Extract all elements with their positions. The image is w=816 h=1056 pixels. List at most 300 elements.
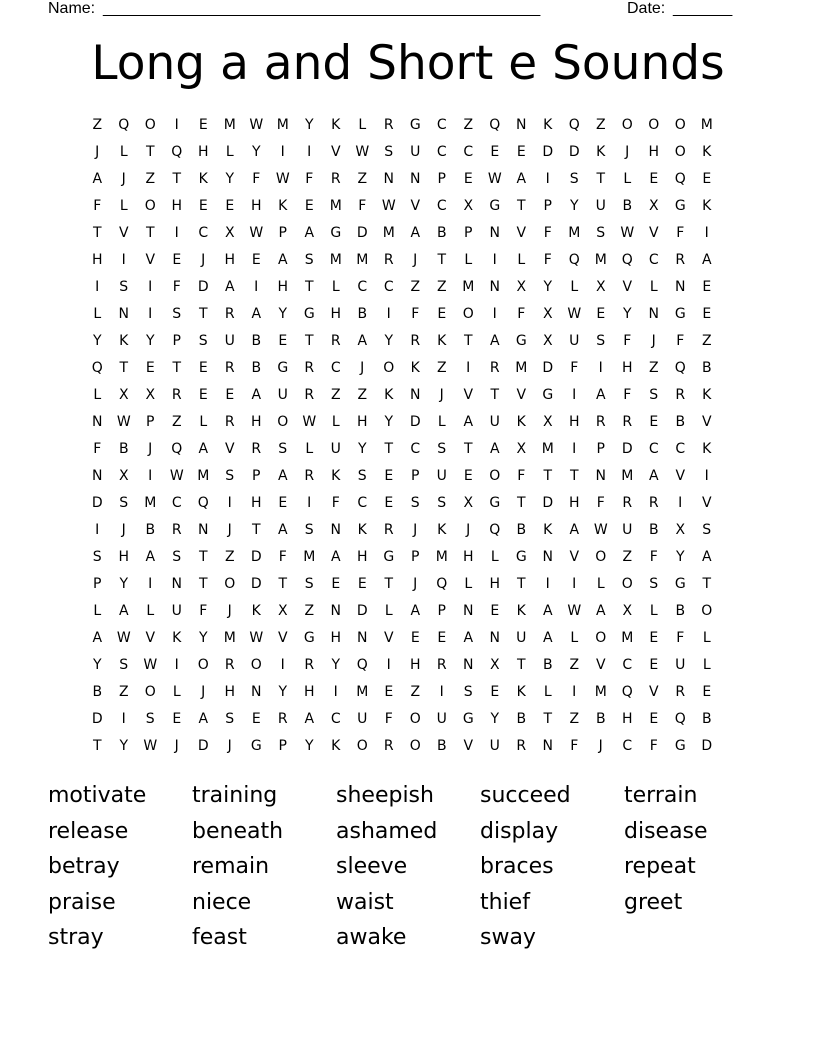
grid-letter[interactable]: F bbox=[172, 279, 181, 295]
grid-letter[interactable]: C bbox=[357, 495, 368, 511]
grid-letter[interactable]: T bbox=[145, 144, 155, 160]
grid-letter[interactable]: A bbox=[277, 468, 288, 484]
grid-letter[interactable]: F bbox=[596, 495, 605, 511]
grid-letter[interactable]: D bbox=[409, 414, 421, 430]
grid-letter[interactable]: D bbox=[568, 144, 580, 160]
grid-letter[interactable]: W bbox=[143, 657, 158, 673]
grid-letter[interactable]: I bbox=[95, 279, 100, 295]
grid-letter[interactable]: R bbox=[304, 657, 315, 673]
grid-letter[interactable]: M bbox=[594, 684, 607, 700]
grid-letter[interactable]: E bbox=[490, 684, 500, 700]
grid-letter[interactable]: P bbox=[278, 738, 287, 754]
grid-letter[interactable]: I bbox=[148, 279, 153, 295]
grid-letter[interactable]: F bbox=[411, 306, 420, 322]
grid-letter[interactable]: I bbox=[439, 684, 444, 700]
grid-letter[interactable]: Z bbox=[436, 360, 447, 376]
grid-letter[interactable]: Q bbox=[118, 117, 130, 133]
grid-letter[interactable]: E bbox=[596, 306, 606, 322]
grid-letter[interactable]: Z bbox=[410, 684, 421, 700]
grid-letter[interactable]: Y bbox=[331, 657, 341, 673]
grid-letter[interactable]: C bbox=[622, 738, 633, 754]
grid-letter[interactable]: F bbox=[570, 738, 579, 754]
grid-letter[interactable]: S bbox=[278, 441, 288, 457]
grid-letter[interactable]: O bbox=[462, 306, 474, 322]
grid-letter[interactable]: Z bbox=[410, 279, 421, 295]
grid-letter[interactable]: H bbox=[197, 144, 209, 160]
grid-letter[interactable]: E bbox=[331, 576, 341, 592]
grid-letter[interactable]: T bbox=[145, 225, 155, 241]
grid-letter[interactable]: I bbox=[254, 279, 259, 295]
grid-letter[interactable]: O bbox=[383, 360, 395, 376]
grid-letter[interactable]: E bbox=[198, 387, 208, 403]
grid-letter[interactable]: F bbox=[623, 333, 632, 349]
grid-letter[interactable]: R bbox=[516, 738, 527, 754]
grid-letter[interactable]: B bbox=[92, 684, 103, 700]
grid-letter[interactable]: W bbox=[143, 738, 158, 754]
grid-letter[interactable]: S bbox=[119, 279, 129, 295]
grid-letter[interactable]: A bbox=[251, 306, 262, 322]
grid-letter[interactable]: S bbox=[437, 441, 447, 457]
grid-letter[interactable]: U bbox=[569, 333, 580, 349]
grid-letter[interactable]: L bbox=[199, 414, 208, 430]
grid-letter[interactable]: H bbox=[224, 684, 236, 700]
grid-letter[interactable]: J bbox=[95, 144, 100, 160]
grid-letter[interactable]: O bbox=[621, 117, 633, 133]
grid-letter[interactable]: F bbox=[93, 441, 102, 457]
grid-letter[interactable]: G bbox=[409, 117, 421, 133]
grid-letter[interactable]: N bbox=[595, 468, 606, 484]
grid-letter[interactable]: N bbox=[489, 630, 500, 646]
grid-letter[interactable]: F bbox=[252, 171, 261, 187]
grid-letter[interactable]: W bbox=[620, 225, 635, 241]
grid-letter[interactable]: L bbox=[517, 252, 526, 268]
grid-letter[interactable]: K bbox=[410, 360, 420, 376]
grid-letter[interactable]: T bbox=[198, 306, 208, 322]
grid-letter[interactable]: F bbox=[676, 630, 685, 646]
grid-letter[interactable]: R bbox=[383, 252, 394, 268]
grid-letter[interactable]: B bbox=[675, 414, 686, 430]
grid-letter[interactable]: V bbox=[648, 684, 659, 700]
grid-letter[interactable]: S bbox=[119, 495, 129, 511]
grid-letter[interactable]: K bbox=[702, 441, 712, 457]
grid-letter[interactable]: L bbox=[437, 414, 446, 430]
grid-letter[interactable]: T bbox=[516, 657, 526, 673]
grid-letter[interactable]: Q bbox=[674, 711, 686, 727]
grid-letter[interactable]: S bbox=[225, 468, 235, 484]
grid-letter[interactable]: A bbox=[118, 603, 129, 619]
grid-letter[interactable]: A bbox=[463, 630, 474, 646]
grid-letter[interactable]: R bbox=[648, 495, 659, 511]
grid-letter[interactable]: D bbox=[197, 279, 209, 295]
grid-letter[interactable]: B bbox=[357, 306, 368, 322]
grid-letter[interactable]: C bbox=[171, 495, 182, 511]
grid-letter[interactable]: T bbox=[516, 495, 526, 511]
grid-letter[interactable]: J bbox=[201, 252, 206, 268]
grid-letter[interactable]: O bbox=[674, 144, 686, 160]
grid-letter[interactable]: R bbox=[304, 360, 315, 376]
grid-letter[interactable]: R bbox=[410, 333, 421, 349]
grid-letter[interactable]: M bbox=[329, 252, 342, 268]
grid-letter[interactable]: H bbox=[250, 495, 262, 511]
grid-letter[interactable]: E bbox=[649, 414, 659, 430]
grid-letter[interactable]: Y bbox=[278, 306, 288, 322]
grid-letter[interactable]: F bbox=[331, 495, 340, 511]
grid-letter[interactable]: O bbox=[197, 657, 209, 673]
grid-letter[interactable]: S bbox=[569, 171, 579, 187]
grid-letter[interactable]: O bbox=[250, 657, 262, 673]
grid-letter[interactable]: M bbox=[594, 252, 607, 268]
grid-letter[interactable]: R bbox=[171, 387, 182, 403]
grid-letter[interactable]: H bbox=[303, 684, 315, 700]
grid-letter[interactable]: K bbox=[543, 117, 553, 133]
grid-letter[interactable]: U bbox=[330, 441, 341, 457]
grid-letter[interactable]: N bbox=[463, 603, 474, 619]
grid-letter[interactable]: R bbox=[224, 306, 235, 322]
grid-letter[interactable]: K bbox=[596, 144, 606, 160]
grid-letter[interactable]: K bbox=[702, 387, 712, 403]
grid-letter[interactable]: S bbox=[596, 333, 606, 349]
grid-letter[interactable]: S bbox=[92, 549, 102, 565]
grid-letter[interactable]: N bbox=[542, 738, 553, 754]
grid-letter[interactable]: Y bbox=[198, 630, 208, 646]
grid-letter[interactable]: N bbox=[251, 684, 262, 700]
grid-letter[interactable]: R bbox=[383, 738, 394, 754]
grid-letter[interactable]: U bbox=[224, 333, 235, 349]
grid-letter[interactable]: A bbox=[277, 522, 288, 538]
grid-letter[interactable]: L bbox=[649, 279, 658, 295]
grid-letter[interactable]: G bbox=[542, 387, 554, 403]
grid-letter[interactable]: W bbox=[567, 306, 582, 322]
grid-letter[interactable]: E bbox=[702, 684, 712, 700]
grid-letter[interactable]: A bbox=[330, 549, 341, 565]
name-field[interactable]: ____________________________________________________ bbox=[103, 0, 540, 17]
grid-letter[interactable]: I bbox=[307, 144, 312, 160]
grid-letter[interactable]: W bbox=[487, 171, 502, 187]
grid-letter[interactable]: R bbox=[622, 495, 633, 511]
grid-letter[interactable]: H bbox=[356, 414, 368, 430]
grid-letter[interactable]: X bbox=[542, 306, 553, 322]
grid-letter[interactable]: L bbox=[570, 279, 579, 295]
grid-letter[interactable]: Z bbox=[357, 171, 368, 187]
grid-letter[interactable]: G bbox=[515, 549, 527, 565]
grid-letter[interactable]: L bbox=[490, 549, 499, 565]
grid-letter[interactable]: U bbox=[410, 144, 421, 160]
grid-letter[interactable]: U bbox=[622, 522, 633, 538]
grid-letter[interactable]: K bbox=[702, 144, 712, 160]
grid-letter[interactable]: E bbox=[490, 144, 500, 160]
grid-letter[interactable]: P bbox=[93, 576, 102, 592]
grid-letter[interactable]: T bbox=[172, 360, 182, 376]
grid-letter[interactable]: M bbox=[382, 225, 395, 241]
grid-letter[interactable]: G bbox=[674, 306, 686, 322]
grid-letter[interactable]: L bbox=[93, 603, 102, 619]
grid-letter[interactable]: Z bbox=[92, 117, 103, 133]
grid-letter[interactable]: T bbox=[198, 549, 208, 565]
grid-letter[interactable]: M bbox=[541, 441, 554, 457]
grid-letter[interactable]: E bbox=[437, 630, 447, 646]
grid-letter[interactable]: M bbox=[197, 468, 210, 484]
grid-letter[interactable]: E bbox=[198, 117, 208, 133]
grid-letter[interactable]: B bbox=[145, 522, 156, 538]
grid-letter[interactable]: N bbox=[92, 414, 103, 430]
grid-letter[interactable]: B bbox=[622, 198, 633, 214]
grid-letter[interactable]: Q bbox=[489, 522, 501, 538]
grid-letter[interactable]: B bbox=[701, 360, 712, 376]
grid-letter[interactable]: T bbox=[543, 711, 553, 727]
grid-letter[interactable]: Z bbox=[171, 414, 182, 430]
grid-letter[interactable]: H bbox=[568, 414, 580, 430]
grid-letter[interactable]: F bbox=[649, 549, 658, 565]
grid-letter[interactable]: E bbox=[384, 468, 394, 484]
grid-letter[interactable]: L bbox=[464, 576, 473, 592]
grid-letter[interactable]: J bbox=[413, 522, 418, 538]
grid-letter[interactable]: I bbox=[280, 144, 285, 160]
grid-letter[interactable]: T bbox=[92, 738, 102, 754]
grid-letter[interactable]: A bbox=[92, 171, 103, 187]
grid-letter[interactable]: Z bbox=[224, 549, 235, 565]
grid-letter[interactable]: T bbox=[437, 252, 447, 268]
grid-letter[interactable]: I bbox=[572, 576, 577, 592]
grid-letter[interactable]: E bbox=[463, 468, 473, 484]
grid-letter[interactable]: I bbox=[545, 171, 550, 187]
grid-letter[interactable]: S bbox=[437, 495, 447, 511]
grid-letter[interactable]: K bbox=[172, 630, 182, 646]
grid-letter[interactable]: A bbox=[145, 549, 156, 565]
grid-letter[interactable]: H bbox=[250, 414, 262, 430]
grid-letter[interactable]: T bbox=[304, 279, 314, 295]
grid-letter[interactable]: L bbox=[172, 684, 181, 700]
grid-letter[interactable]: R bbox=[489, 360, 500, 376]
grid-letter[interactable]: S bbox=[463, 684, 473, 700]
grid-letter[interactable]: E bbox=[649, 171, 659, 187]
grid-letter[interactable]: R bbox=[622, 414, 633, 430]
grid-letter[interactable]: N bbox=[383, 171, 394, 187]
grid-letter[interactable]: P bbox=[172, 333, 181, 349]
grid-letter[interactable]: W bbox=[169, 468, 184, 484]
grid-letter[interactable]: A bbox=[463, 414, 474, 430]
grid-letter[interactable]: S bbox=[145, 711, 155, 727]
grid-letter[interactable]: A bbox=[701, 252, 712, 268]
grid-letter[interactable]: T bbox=[463, 333, 473, 349]
grid-letter[interactable]: L bbox=[596, 576, 605, 592]
grid-letter[interactable]: T bbox=[596, 171, 606, 187]
grid-letter[interactable]: S bbox=[649, 576, 659, 592]
grid-letter[interactable]: W bbox=[381, 198, 396, 214]
grid-letter[interactable]: X bbox=[542, 333, 553, 349]
grid-letter[interactable]: G bbox=[489, 198, 501, 214]
grid-letter[interactable]: M bbox=[621, 630, 634, 646]
grid-letter[interactable]: E bbox=[437, 306, 447, 322]
grid-letter[interactable]: M bbox=[356, 252, 369, 268]
grid-letter[interactable]: K bbox=[437, 333, 447, 349]
grid-letter[interactable]: Z bbox=[569, 711, 580, 727]
grid-letter[interactable]: D bbox=[356, 225, 368, 241]
grid-letter[interactable]: O bbox=[356, 738, 368, 754]
grid-letter[interactable]: L bbox=[146, 603, 155, 619]
grid-letter[interactable]: K bbox=[516, 684, 526, 700]
grid-letter[interactable]: Y bbox=[357, 441, 367, 457]
grid-letter[interactable]: P bbox=[543, 198, 552, 214]
grid-letter[interactable]: E bbox=[278, 333, 288, 349]
grid-letter[interactable]: O bbox=[409, 738, 421, 754]
grid-letter[interactable]: C bbox=[383, 279, 394, 295]
grid-letter[interactable]: L bbox=[331, 414, 340, 430]
grid-letter[interactable]: S bbox=[649, 387, 659, 403]
grid-letter[interactable]: X bbox=[542, 414, 553, 430]
grid-letter[interactable]: R bbox=[251, 441, 262, 457]
grid-letter[interactable]: D bbox=[250, 576, 262, 592]
grid-letter[interactable]: C bbox=[436, 144, 447, 160]
grid-letter[interactable]: V bbox=[145, 252, 156, 268]
grid-letter[interactable]: E bbox=[357, 576, 367, 592]
grid-letter[interactable]: A bbox=[595, 603, 606, 619]
grid-letter[interactable]: A bbox=[410, 603, 421, 619]
grid-letter[interactable]: V bbox=[277, 630, 288, 646]
grid-letter[interactable]: L bbox=[358, 117, 367, 133]
grid-letter[interactable]: A bbox=[410, 225, 421, 241]
grid-letter[interactable]: X bbox=[648, 198, 659, 214]
grid-letter[interactable]: R bbox=[224, 414, 235, 430]
grid-letter[interactable]: P bbox=[252, 468, 261, 484]
grid-letter[interactable]: B bbox=[516, 522, 527, 538]
grid-letter[interactable]: J bbox=[227, 522, 232, 538]
grid-letter[interactable]: K bbox=[278, 198, 288, 214]
grid-letter[interactable]: R bbox=[675, 387, 686, 403]
grid-letter[interactable]: C bbox=[198, 225, 209, 241]
grid-letter[interactable]: Q bbox=[621, 252, 633, 268]
grid-letter[interactable]: I bbox=[572, 684, 577, 700]
grid-letter[interactable]: Z bbox=[436, 279, 447, 295]
grid-letter[interactable]: F bbox=[199, 603, 208, 619]
grid-letter[interactable]: Z bbox=[330, 387, 341, 403]
grid-letter[interactable]: V bbox=[410, 198, 421, 214]
grid-letter[interactable]: H bbox=[330, 630, 342, 646]
grid-letter[interactable]: E bbox=[702, 171, 712, 187]
grid-letter[interactable]: P bbox=[437, 603, 446, 619]
grid-letter[interactable]: S bbox=[225, 711, 235, 727]
grid-letter[interactable]: L bbox=[225, 144, 234, 160]
grid-letter[interactable]: D bbox=[356, 603, 368, 619]
grid-letter[interactable]: Q bbox=[356, 657, 368, 673]
grid-letter[interactable]: H bbox=[648, 144, 660, 160]
grid-letter[interactable]: J bbox=[413, 576, 418, 592]
grid-letter[interactable]: V bbox=[516, 225, 527, 241]
grid-letter[interactable]: C bbox=[330, 360, 341, 376]
grid-letter[interactable]: F bbox=[93, 198, 102, 214]
grid-letter[interactable]: A bbox=[251, 387, 262, 403]
grid-letter[interactable]: D bbox=[542, 360, 554, 376]
grid-letter[interactable]: A bbox=[277, 252, 288, 268]
grid-letter[interactable]: R bbox=[675, 252, 686, 268]
grid-letter[interactable]: Z bbox=[622, 549, 633, 565]
grid-letter[interactable]: L bbox=[331, 279, 340, 295]
grid-letter[interactable]: W bbox=[116, 414, 131, 430]
grid-letter[interactable]: C bbox=[436, 198, 447, 214]
grid-letter[interactable]: V bbox=[701, 495, 712, 511]
grid-letter[interactable]: R bbox=[436, 657, 447, 673]
grid-letter[interactable]: Y bbox=[225, 171, 235, 187]
grid-letter[interactable]: X bbox=[118, 387, 129, 403]
grid-letter[interactable]: C bbox=[622, 657, 633, 673]
grid-letter[interactable]: U bbox=[171, 603, 182, 619]
grid-letter[interactable]: S bbox=[357, 468, 367, 484]
grid-letter[interactable]: N bbox=[357, 630, 368, 646]
grid-letter[interactable]: N bbox=[330, 522, 341, 538]
grid-letter[interactable]: G bbox=[277, 360, 289, 376]
grid-letter[interactable]: T bbox=[92, 225, 102, 241]
grid-letter[interactable]: S bbox=[198, 333, 208, 349]
grid-letter[interactable]: A bbox=[595, 387, 606, 403]
grid-letter[interactable]: A bbox=[489, 333, 500, 349]
grid-letter[interactable]: F bbox=[623, 387, 632, 403]
grid-letter[interactable]: F bbox=[517, 306, 526, 322]
grid-letter[interactable]: X bbox=[489, 657, 500, 673]
grid-letter[interactable]: V bbox=[675, 468, 686, 484]
grid-letter[interactable]: G bbox=[303, 306, 315, 322]
grid-letter[interactable]: L bbox=[305, 441, 314, 457]
grid-letter[interactable]: Y bbox=[251, 144, 261, 160]
grid-letter[interactable]: R bbox=[330, 171, 341, 187]
grid-letter[interactable]: Y bbox=[145, 333, 155, 349]
grid-letter[interactable]: T bbox=[463, 441, 473, 457]
grid-letter[interactable]: G bbox=[250, 738, 262, 754]
grid-letter[interactable]: X bbox=[145, 387, 156, 403]
grid-letter[interactable]: E bbox=[410, 630, 420, 646]
grid-letter[interactable]: W bbox=[302, 414, 317, 430]
grid-letter[interactable]: I bbox=[492, 306, 497, 322]
grid-letter[interactable]: E bbox=[649, 657, 659, 673]
grid-letter[interactable]: Z bbox=[701, 333, 712, 349]
grid-letter[interactable]: G bbox=[303, 630, 315, 646]
grid-letter[interactable]: O bbox=[409, 711, 421, 727]
grid-letter[interactable]: M bbox=[435, 549, 448, 565]
grid-letter[interactable]: C bbox=[436, 117, 447, 133]
grid-letter[interactable]: A bbox=[542, 630, 553, 646]
grid-letter[interactable]: I bbox=[545, 576, 550, 592]
grid-letter[interactable]: J bbox=[598, 738, 603, 754]
grid-letter[interactable]: X bbox=[675, 522, 686, 538]
grid-letter[interactable]: K bbox=[331, 117, 341, 133]
grid-letter[interactable]: C bbox=[357, 279, 368, 295]
grid-letter[interactable]: S bbox=[304, 522, 314, 538]
grid-letter[interactable]: I bbox=[704, 468, 709, 484]
grid-letter[interactable]: B bbox=[436, 225, 447, 241]
grid-letter[interactable]: K bbox=[198, 171, 208, 187]
grid-letter[interactable]: Q bbox=[674, 360, 686, 376]
grid-letter[interactable]: Q bbox=[91, 360, 103, 376]
grid-letter[interactable]: E bbox=[172, 711, 182, 727]
grid-letter[interactable]: T bbox=[516, 576, 526, 592]
grid-letter[interactable]: G bbox=[674, 576, 686, 592]
grid-letter[interactable]: E bbox=[251, 711, 261, 727]
grid-letter[interactable]: L bbox=[649, 603, 658, 619]
grid-letter[interactable]: K bbox=[516, 414, 526, 430]
grid-letter[interactable]: F bbox=[649, 738, 658, 754]
grid-letter[interactable]: R bbox=[277, 711, 288, 727]
grid-letter[interactable]: I bbox=[466, 360, 471, 376]
grid-letter[interactable]: T bbox=[384, 441, 394, 457]
grid-letter[interactable]: R bbox=[304, 387, 315, 403]
grid-letter[interactable]: H bbox=[277, 279, 289, 295]
grid-letter[interactable]: K bbox=[543, 522, 553, 538]
grid-letter[interactable]: I bbox=[227, 495, 232, 511]
grid-letter[interactable]: G bbox=[330, 225, 342, 241]
grid-letter[interactable]: T bbox=[384, 576, 394, 592]
grid-letter[interactable]: R bbox=[224, 360, 235, 376]
grid-letter[interactable]: Z bbox=[595, 117, 606, 133]
grid-letter[interactable]: N bbox=[648, 306, 659, 322]
grid-letter[interactable]: I bbox=[121, 252, 126, 268]
